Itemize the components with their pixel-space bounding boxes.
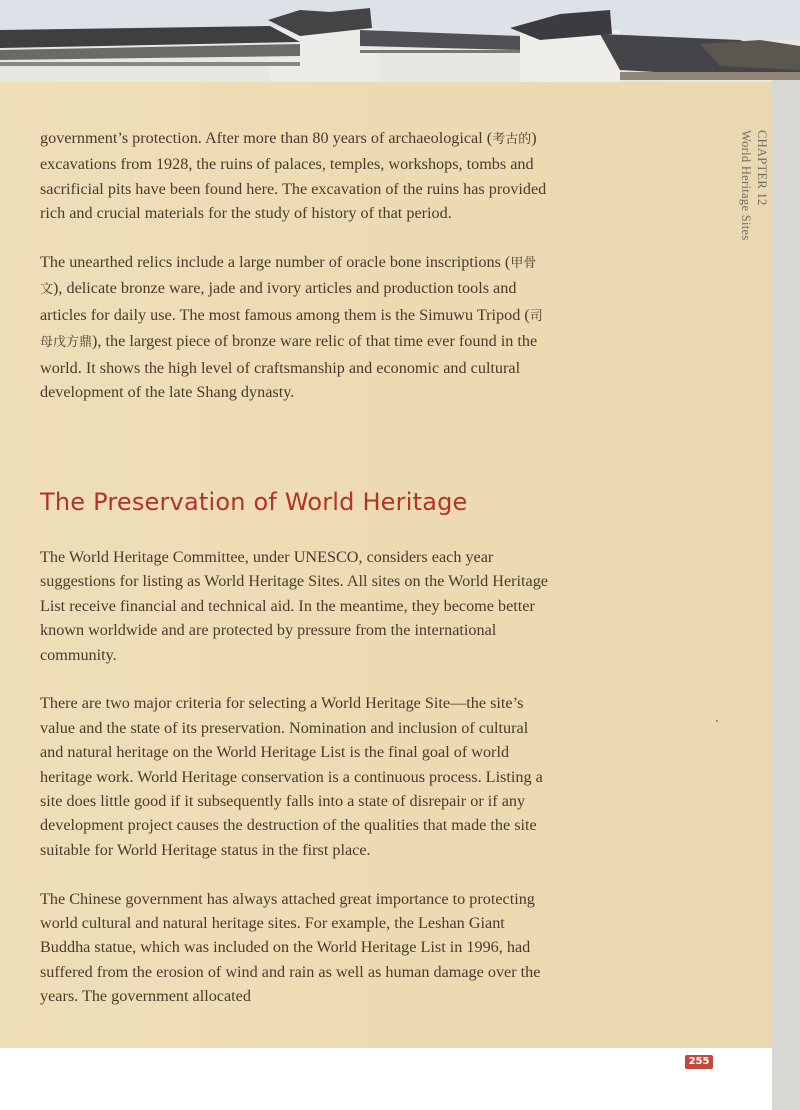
text-run: ), delicate bronze ware, jade and ivory articles and production tools and articles for daily use. The most famous among them is the Simuwu Tripod (: [40, 279, 530, 324]
paragraph: There are two major criteria for selecting a World Heritage Site—the site’s value and the state of its preservation. Nomination and inclusion of cultural and natural heritage on the World Heritage List is the final goal of world heritage work. World Heritage conservation is a continuous process. Listing a site does little good if it subsequently falls into a state of disrepair or if any development project causes the destruction of the qualities that made the site suitable for World Heritage status in the first place.: [40, 694, 543, 859]
text-run: ) excavations from 1928, the ruins of palaces, temples, workshops, tombs and sacrificial pits have been found here. The excavation of the ruins has provided rich and crucial materials for the study of history of that period.: [40, 129, 547, 223]
chinese-term: 司母戊方鼎: [40, 308, 543, 351]
rooftops-illustration: [0, 0, 800, 90]
page-number: 255: [685, 1055, 713, 1069]
body-text-top: [40, 126, 550, 404]
running-header-chapter: CHAPTER 12: [755, 130, 769, 206]
running-header: [738, 130, 770, 241]
body-text-bottom: [40, 545, 550, 1033]
paragraph: The World Heritage Committee, under UNESCO, considers each year suggestions for listing as World Heritage Sites. All sites on the World Heritage List receive financial and technical aid. In the meantime, they become better known worldwide and are protected by pressure from the international community.: [40, 548, 548, 664]
header-photo-rooftops: [0, 0, 800, 90]
running-header-title: World Heritage Sites: [739, 130, 753, 241]
paragraph: The Chinese government has always attached great importance to protecting world cultural and natural heritage sites. For example, the Leshan Giant Buddha statue, which was included on the World Heritage List in 1996, had suffered from the erosion of wind and rain as well as human damage over the years. The government allocated: [40, 889, 541, 1006]
section-title: The Preservation of World Heritage: [40, 488, 468, 516]
text-run: government’s protection. After more than 80 years of archaeological (: [40, 129, 493, 147]
decorative-dot: [716, 720, 718, 722]
paragraph: [40, 250, 550, 404]
text-run: The unearthed relics include a large number of oracle bone inscriptions (: [40, 253, 511, 272]
paragraph: [40, 126, 550, 226]
chinese-term: 甲骨文: [40, 256, 537, 298]
chinese-term: 考古的: [492, 132, 532, 147]
text-run: ), the largest piece of bronze ware relic of that time ever found in the world. It shows the high level of craftsmanship and economic and cultural development of the late Shang dynasty.: [40, 332, 538, 402]
right-margin: [772, 80, 800, 1110]
